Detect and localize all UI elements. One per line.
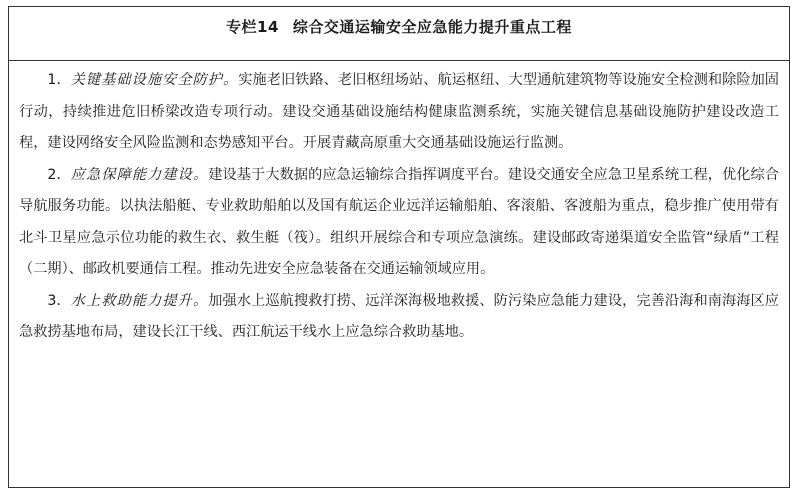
box-content — [9, 61, 789, 349]
section-paragraph — [19, 286, 779, 349]
section-number: 1． — [47, 72, 71, 88]
feature-box — [8, 6, 790, 488]
section-body: 实施老旧铁路、老旧枢纽场站、航运枢纽、大型通航建筑物等设施安全检测和除险加固行动，持续推进危旧桥梁改造专项行动。建设交通基础设施结构健康监测系统，实施关键信息基础设施防护建设改造工程，建设网络安全风险监测和态势感知平台。开展青藏高原重大交通基础设施运行监测。 — [19, 72, 779, 151]
box-title-label: 专栏14 — [226, 18, 279, 36]
section-heading: 水上救助能力提升。 — [70, 292, 209, 309]
section-paragraph — [19, 160, 779, 286]
section-paragraph — [19, 65, 779, 160]
box-title-text: 综合交通运输安全应急能力提升重点工程 — [292, 18, 572, 36]
section-number: 3． — [47, 292, 71, 309]
box-header — [9, 7, 789, 61]
section-heading: 关键基础设施安全防护。 — [70, 72, 239, 88]
box-title — [226, 16, 572, 37]
section-number: 2． — [47, 166, 71, 183]
section-body: 加强水上巡航搜救打捞、远洋深海极地救援、防污染应急能力建设，完善沿海和南海海区应急救捞基地布局，建设长江干线、西江航运干线水上应急综合救助基地。 — [19, 292, 779, 340]
section-heading: 应急保障能力建设。 — [70, 166, 209, 183]
section-body: 建设基于大数据的应急运输综合指挥调度平台。建设交通安全应急卫星系统工程，优化综合导航服务功能。以执法船艇、专业救助船舶以及国有航运企业远洋运输船舶、客滚船、客渡船为重点，稳步推广使用带有北斗卫星应急示位功能的救生衣、救生艇（筏）。组织开展综合和专项应急演练。建设邮政寄递渠道安全监管“绿盾”工程（二期）、邮政机要通信工程。推动先进安全应急装备在交通运输领域应用。 — [19, 166, 779, 277]
